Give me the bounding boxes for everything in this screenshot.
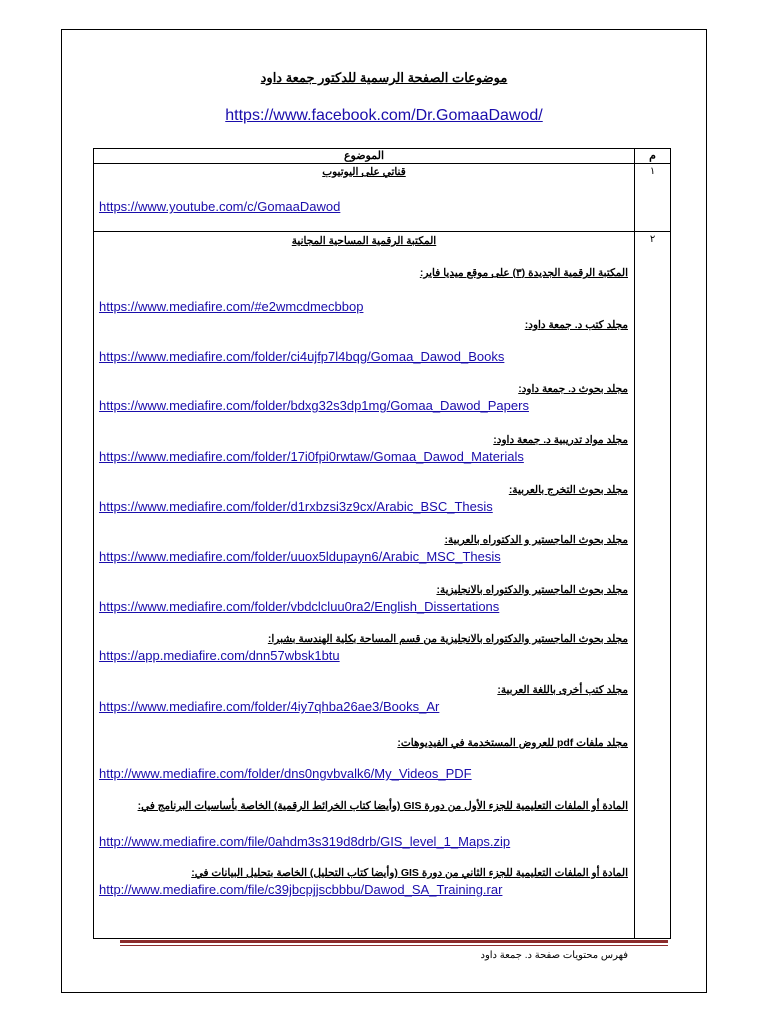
footer-bar-thin	[120, 945, 668, 946]
entry-label: المكتبة الرقمية الجديدة (٣) على موقع ميديا فاير:	[419, 267, 628, 279]
footer-bar-thick	[120, 940, 668, 943]
entry-link[interactable]: http://www.mediafire.com/file/c39jbcpjjscbbbu/Dawod_SA_Training.rar	[99, 882, 503, 897]
entry-label: مجلد بحوث الماجستير و الدكتوراه بالعربية:	[444, 534, 628, 546]
entry-label: مجلد بحوث د. جمعة داود:	[518, 383, 628, 395]
entry-link[interactable]: http://www.mediafire.com/file/0ahdm3s319d8drb/GIS_level_1_Maps.zip	[99, 834, 511, 849]
entry-link[interactable]: https://www.mediafire.com/folder/ci4ujfp7l4bqg/Gomaa_Dawod_Books	[99, 349, 505, 364]
entry-label: مجلد بحوث الماجستير والدكتوراه بالانجليزية:	[436, 584, 628, 596]
entry-link[interactable]: https://www.mediafire.com/#e2wmcdmecbbop	[99, 299, 364, 314]
entry-label: مجلد كتب د. جمعة داود:	[524, 319, 628, 331]
row-number: ٢	[635, 232, 671, 939]
entry-link[interactable]: https://www.mediafire.com/folder/4iy7qhba26ae3/Books_Ar	[99, 699, 440, 714]
row-heading: قناتي على اليوتيوب	[322, 166, 406, 178]
row-heading: المكتبة الرقمية المساحية المجانية	[291, 235, 437, 247]
entry-link[interactable]: https://www.mediafire.com/folder/bdxg32s3dp1mg/Gomaa_Dawod_Papers	[99, 398, 529, 413]
page-title: موضوعات الصفحة الرسمية للدكتور جمعة داود	[260, 70, 508, 85]
entry-label: مجلد بحوث التخرج بالعربية:	[508, 484, 628, 496]
entry-link[interactable]: https://www.mediafire.com/folder/17i0fpi0rwtaw/Gomaa_Dawod_Materials	[99, 449, 524, 464]
youtube-link[interactable]: https://www.youtube.com/c/GomaaDawod	[99, 199, 341, 214]
entry-label: المادة أو الملفات التعليمية للجزء الأول من دورة GIS (وأيضا كتاب الخرائط الرقمية) الخاصة بأساسيات البرنامج في:	[137, 800, 628, 812]
entry-link[interactable]: https://app.mediafire.com/dnn57wbsk1btu	[99, 648, 340, 663]
footer-divider	[120, 940, 668, 946]
table-row	[94, 164, 671, 232]
facebook-page-link[interactable]: https://www.facebook.com/Dr.GomaaDawod/	[225, 107, 543, 124]
row-number: ١	[635, 164, 671, 232]
entry-label: مجلد كتب أخرى باللغة العربية:	[497, 684, 628, 696]
table-header-row	[94, 149, 671, 164]
entry-label: مجلد مواد تدريبية د. جمعة داود:	[493, 434, 628, 446]
entry-link[interactable]: https://www.mediafire.com/folder/uuox5ldupayn6/Arabic_MSC_Thesis	[99, 549, 501, 564]
table-row	[94, 232, 671, 939]
topic-cell	[94, 164, 635, 232]
entry-label: مجلد ملفات pdf للعروض المستخدمة في الفيديوهات:	[397, 737, 628, 749]
topic-cell	[94, 232, 635, 939]
entry-label: المادة أو الملفات التعليمية للجزء الثاني من دورة GIS (وأيضا كتاب التحليل) الخاصة بتحليل البيانات في:	[191, 867, 628, 879]
topics-table	[93, 148, 671, 939]
footer-text: فهرس محتويات صفحة د. جمعة داود	[480, 950, 628, 961]
header-number: م	[635, 149, 671, 164]
entry-label: مجلد بحوث الماجستير والدكتوراه بالانجليزية من قسم المساحة بكلية الهندسة بشبرا:	[267, 633, 628, 645]
entry-link[interactable]: https://www.mediafire.com/folder/vbdclcluu0ra2/English_Dissertations	[99, 599, 500, 614]
entry-link[interactable]: https://www.mediafire.com/folder/d1rxbzsi3z9cx/Arabic_BSC_Thesis	[99, 499, 493, 514]
entry-link[interactable]: http://www.mediafire.com/folder/dns0ngvbvalk6/My_Videos_PDF	[99, 766, 472, 781]
header-topic: الموضوع	[94, 149, 635, 164]
